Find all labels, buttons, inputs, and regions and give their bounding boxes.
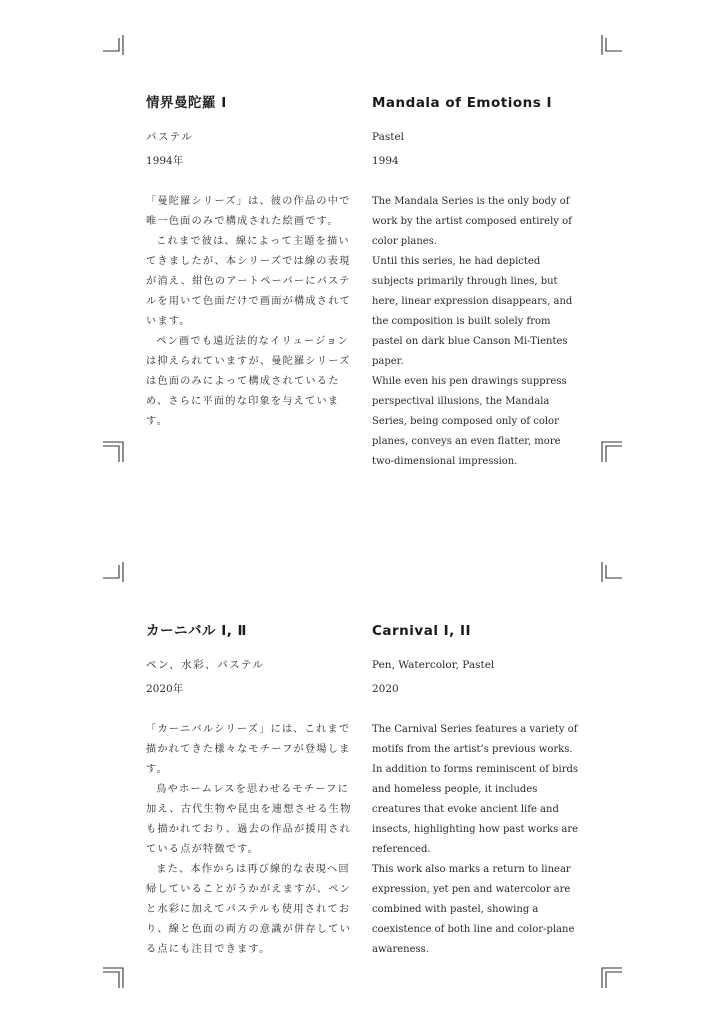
work-title: Mandala of Emotions I	[372, 95, 553, 111]
description-paragraph: The Carnival Series features a variety of motifs from the artist’s previous works.	[372, 724, 578, 755]
description-paragraph: Until this series, he had depicted subjects primarily through lines, but here, linear expression disappears, and the composition is built solely from pastel on dark blue Canson Mi-Tientes paper.	[372, 256, 573, 367]
work-medium: Pastel	[372, 131, 405, 143]
work-year: 2020	[372, 683, 399, 695]
description-paragraph: 「曼陀羅シリーズ」は、彼の作品の中で唯一色面のみで構成された絵画です。	[146, 196, 351, 227]
work-description	[372, 720, 582, 960]
description-paragraph: ペン画でも遠近法的なイリュージョンは抑えられていますが、曼陀羅シリーズは色面のみによって構成されているため、さらに平面的な印象を与えています。	[146, 336, 351, 427]
work-description	[146, 720, 356, 960]
work-1-english	[372, 94, 582, 472]
description-paragraph: The Mandala Series is the only body of work by the artist composed entirely of color planes.	[372, 196, 572, 247]
crop-mark-icon	[103, 966, 125, 988]
description-paragraph: In addition to forms reminiscent of birds and homeless people, it includes creatures that evoke ancient life and insects, highlighting how past works are referenced.	[372, 764, 579, 855]
work-title: 情界曼陀羅 Ⅰ	[146, 95, 227, 111]
crop-mark-icon	[103, 35, 125, 57]
crop-mark-icon	[103, 562, 125, 584]
work-title: Carnival I, II	[372, 623, 472, 639]
work-title: カーニバル Ⅰ, Ⅱ	[146, 623, 247, 639]
work-description	[146, 192, 356, 432]
work-medium: パステル	[146, 131, 194, 143]
work-description	[372, 192, 582, 472]
work-medium: ペン、水彩、パステル	[146, 659, 265, 671]
work-2-japanese	[146, 622, 356, 960]
description-paragraph: This work also marks a return to linear expression, yet pen and watercolor are combined with pastel, showing a coexistence of both line and color-plane awareness.	[372, 864, 575, 955]
crop-mark-icon	[600, 440, 622, 462]
description-paragraph: また、本作からは再び線的な表現へ回帰していることがうかがえますが、ペンと水彩に加えてパステルも使用されており、線と色面の両方の意識が併存している点にも注目できます。	[146, 864, 351, 955]
work-year: 1994年	[146, 155, 184, 167]
work-year: 1994	[372, 155, 399, 167]
crop-mark-icon	[600, 562, 622, 584]
crop-mark-icon	[103, 440, 125, 462]
description-paragraph: 「カーニバルシリーズ」には、これまで描かれてきた様々なモチーフが登場します。	[146, 724, 351, 775]
description-paragraph: 鳥やホームレスを思わせるモチーフに加え、古代生物や昆虫を連想させる生物も描かれており、過去の作品が援用されている点が特徴です。	[146, 784, 352, 855]
work-2-english	[372, 622, 582, 960]
work-medium: Pen, Watercolor, Pastel	[372, 659, 495, 671]
crop-mark-icon	[600, 966, 622, 988]
description-paragraph: これまで彼は、線によって主題を描いてきましたが、本シリーズでは線の表現が消え、紺色のアートペーパーにパステルを用いて色面だけで画面が構成されています。	[146, 236, 351, 327]
crop-mark-icon	[600, 35, 622, 57]
work-year: 2020年	[146, 683, 184, 695]
work-1-japanese	[146, 94, 356, 432]
description-paragraph: While even his pen drawings suppress perspectival illusions, the Mandala Series, being composed only of color planes, conveys an even flatter, more two-dimensional impression.	[372, 376, 567, 467]
